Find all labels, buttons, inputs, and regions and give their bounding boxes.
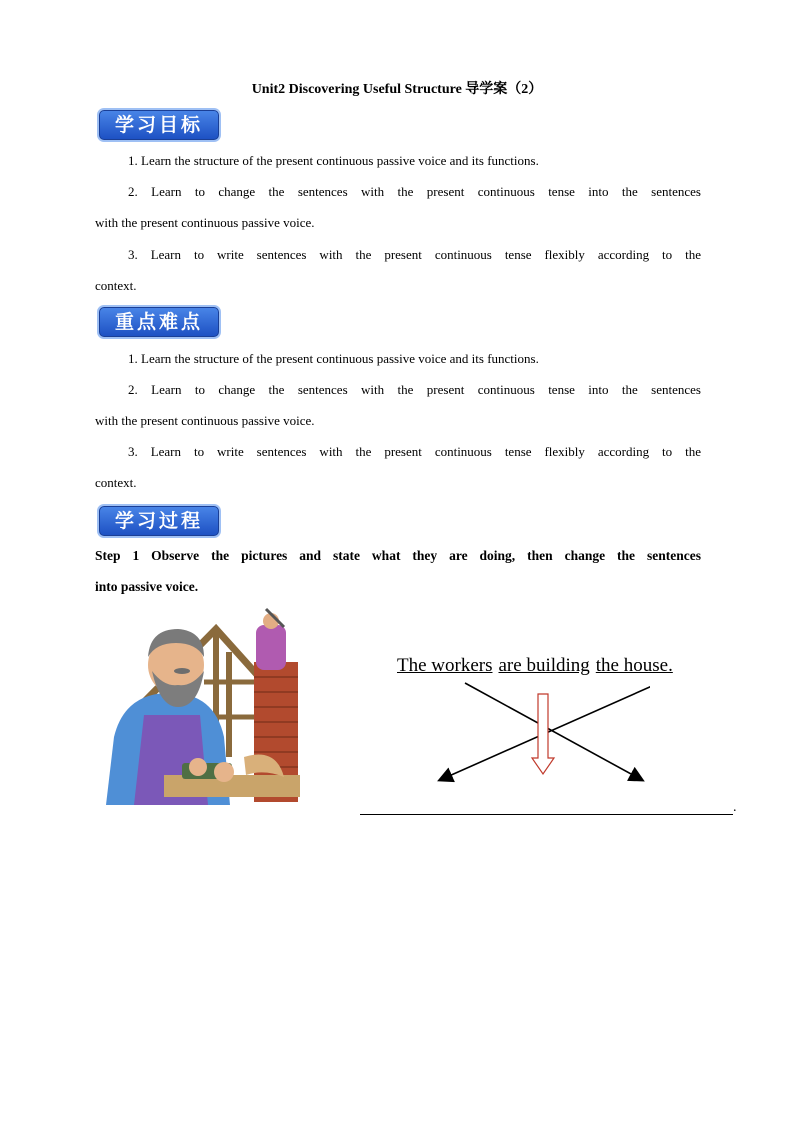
carpenter-illustration: [104, 607, 300, 805]
sentence-verb: are building: [498, 655, 590, 676]
sentence-object: the house.: [595, 655, 673, 676]
section-badge-process: 学习过程: [97, 504, 221, 538]
step1-instruction-line-2: into passive voice.: [95, 579, 199, 594]
answer-period: .: [733, 800, 737, 815]
objective-item-1: 1. Learn the structure of the present continuous passive voice and its functions.: [128, 153, 539, 168]
objective-item-2-line-2: with the present continuous passive voice.: [95, 215, 315, 230]
arrow-subject-to-end: [465, 683, 642, 780]
step1-instruction-line-1: Step 1 Observe the pictures and state what they are doing, then change the sentences: [95, 548, 701, 563]
section-badge-keypoints: 重点难点: [97, 305, 221, 339]
objective-item-3-line-1: 3. Learn to write sentences with the present continuous tense flexibly according to the: [128, 247, 701, 262]
keypoint-item-3-line-1: 3. Learn to write sentences with the present continuous tense flexibly according to the: [128, 444, 701, 459]
keypoint-item-2-line-2: with the present continuous passive voice.: [95, 413, 315, 428]
example-sentence: [397, 655, 673, 677]
sentence-subject: The workers: [397, 655, 493, 676]
answer-blank-line[interactable]: [360, 814, 733, 815]
keypoint-item-1: 1. Learn the structure of the present continuous passive voice and its functions.: [128, 351, 539, 366]
objective-item-2-line-1: 2. Learn to change the sentences with the present continuous tense into the sentences: [128, 184, 701, 199]
section-badge-objectives: 学习目标: [97, 108, 221, 142]
page-title: Unit2 Discovering Useful Structure 导学案（2）: [251, 82, 543, 97]
transformation-arrows: [430, 678, 650, 788]
keypoint-item-3-line-2: context.: [95, 475, 137, 490]
objective-item-3-line-2: context.: [95, 278, 137, 293]
arrow-verb-down: [532, 694, 554, 774]
keypoint-item-2-line-1: 2. Learn to change the sentences with the present continuous tense into the sentences: [128, 382, 701, 397]
